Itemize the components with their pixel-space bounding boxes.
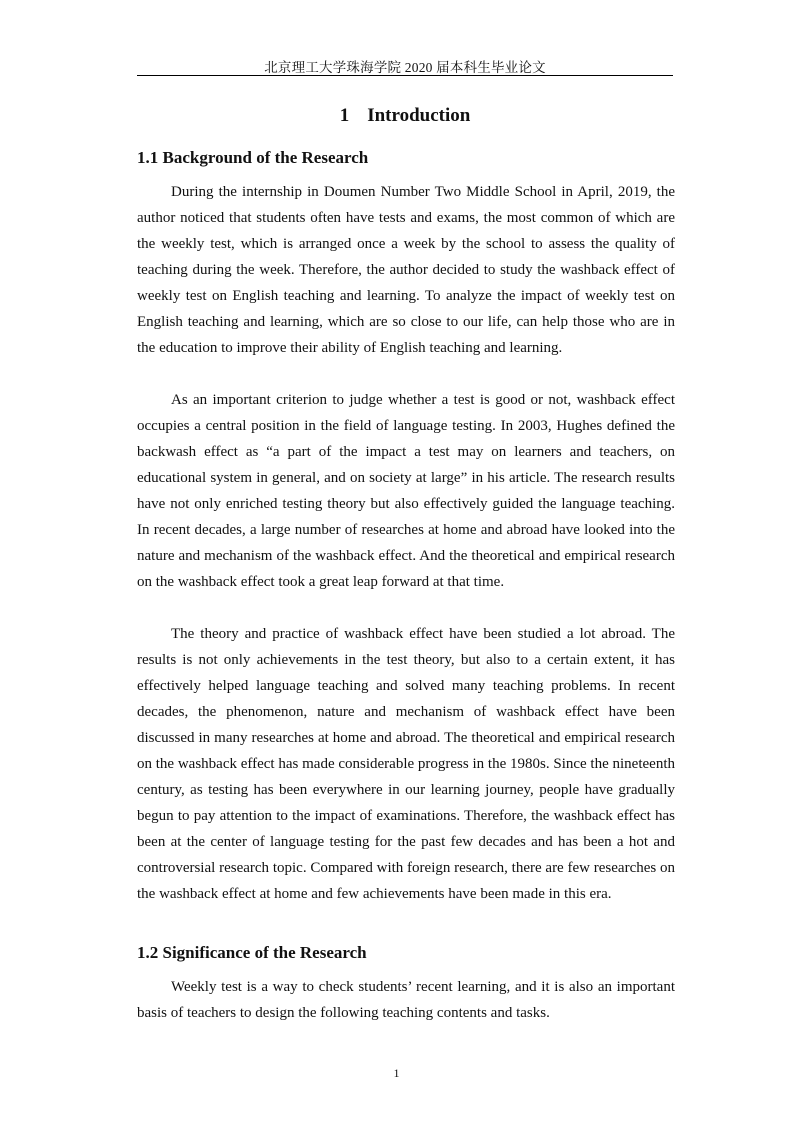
running-header: 北京理工大学珠海学院 2020 届本科生毕业论文 bbox=[264, 60, 546, 75]
section-heading-background: 1.1 Background of the Research bbox=[137, 148, 369, 167]
header-divider bbox=[137, 75, 673, 76]
paragraph: During the internship in Doumen Number Two Middle School in April, 2019, the author noticed that students often have tests and exams, the most common of which are the weekly test, which is arranged once a week by the school to assess the quality of teaching during the week. Therefore, the author decided to study the washback effect of weekly test on English teaching and learning. To analyze the impact of weekly test on English teaching and learning, which are so close to our life, can help those who are in the education to improve their ability of English teaching and learning. bbox=[137, 184, 675, 356]
paragraph: Weekly test is a way to check students’ recent learning, and it is also an important basis of teachers to design the following teaching contents and tasks. bbox=[137, 979, 675, 1021]
paragraph: As an important criterion to judge whether a test is good or not, washback effect occupies a central position in the field of language testing. In 2003, Hughes defined the backwash effect as “a part of the impact a test may on learners and teachers, on educational system in general, and on society at large” in his article. The research results have not only enriched testing theory but also effectively guided the language teaching. In recent decades, a large number of researches at home and abroad have looked into the nature and mechanism of the washback effect. And the theoretical and empirical research on the washback effect took a great leap forward at that time. bbox=[137, 392, 675, 590]
chapter-title bbox=[137, 105, 673, 127]
page-number: 1 bbox=[393, 1066, 400, 1080]
paragraph: The theory and practice of washback effect have been studied a lot abroad. The results is not only achievements in the test theory, but also to a certain extent, it has effectively helped language teaching and solved many teaching problems. In recent decades, the phenomenon, nature and mechanism of washback effect have been discussed in many researches at home and abroad. The theoretical and empirical research on the washback effect has made considerable progress in the 1980s. Since the nineteenth century, as testing has been everywhere in our learning journey, people have gradually begun to pay attention to the impact of examinations. Therefore, the washback effect has been at the center of language testing for the past few decades and has been a hot and controversial research topic. Compared with foreign research, there are few researches on the washback effect at home and few achievements have been made in this era. bbox=[137, 626, 675, 902]
section-heading-significance: 1.2 Significance of the Research bbox=[137, 943, 367, 962]
chapter-number: 1 bbox=[339, 105, 350, 126]
chapter-title-text: Introduction bbox=[367, 105, 471, 126]
